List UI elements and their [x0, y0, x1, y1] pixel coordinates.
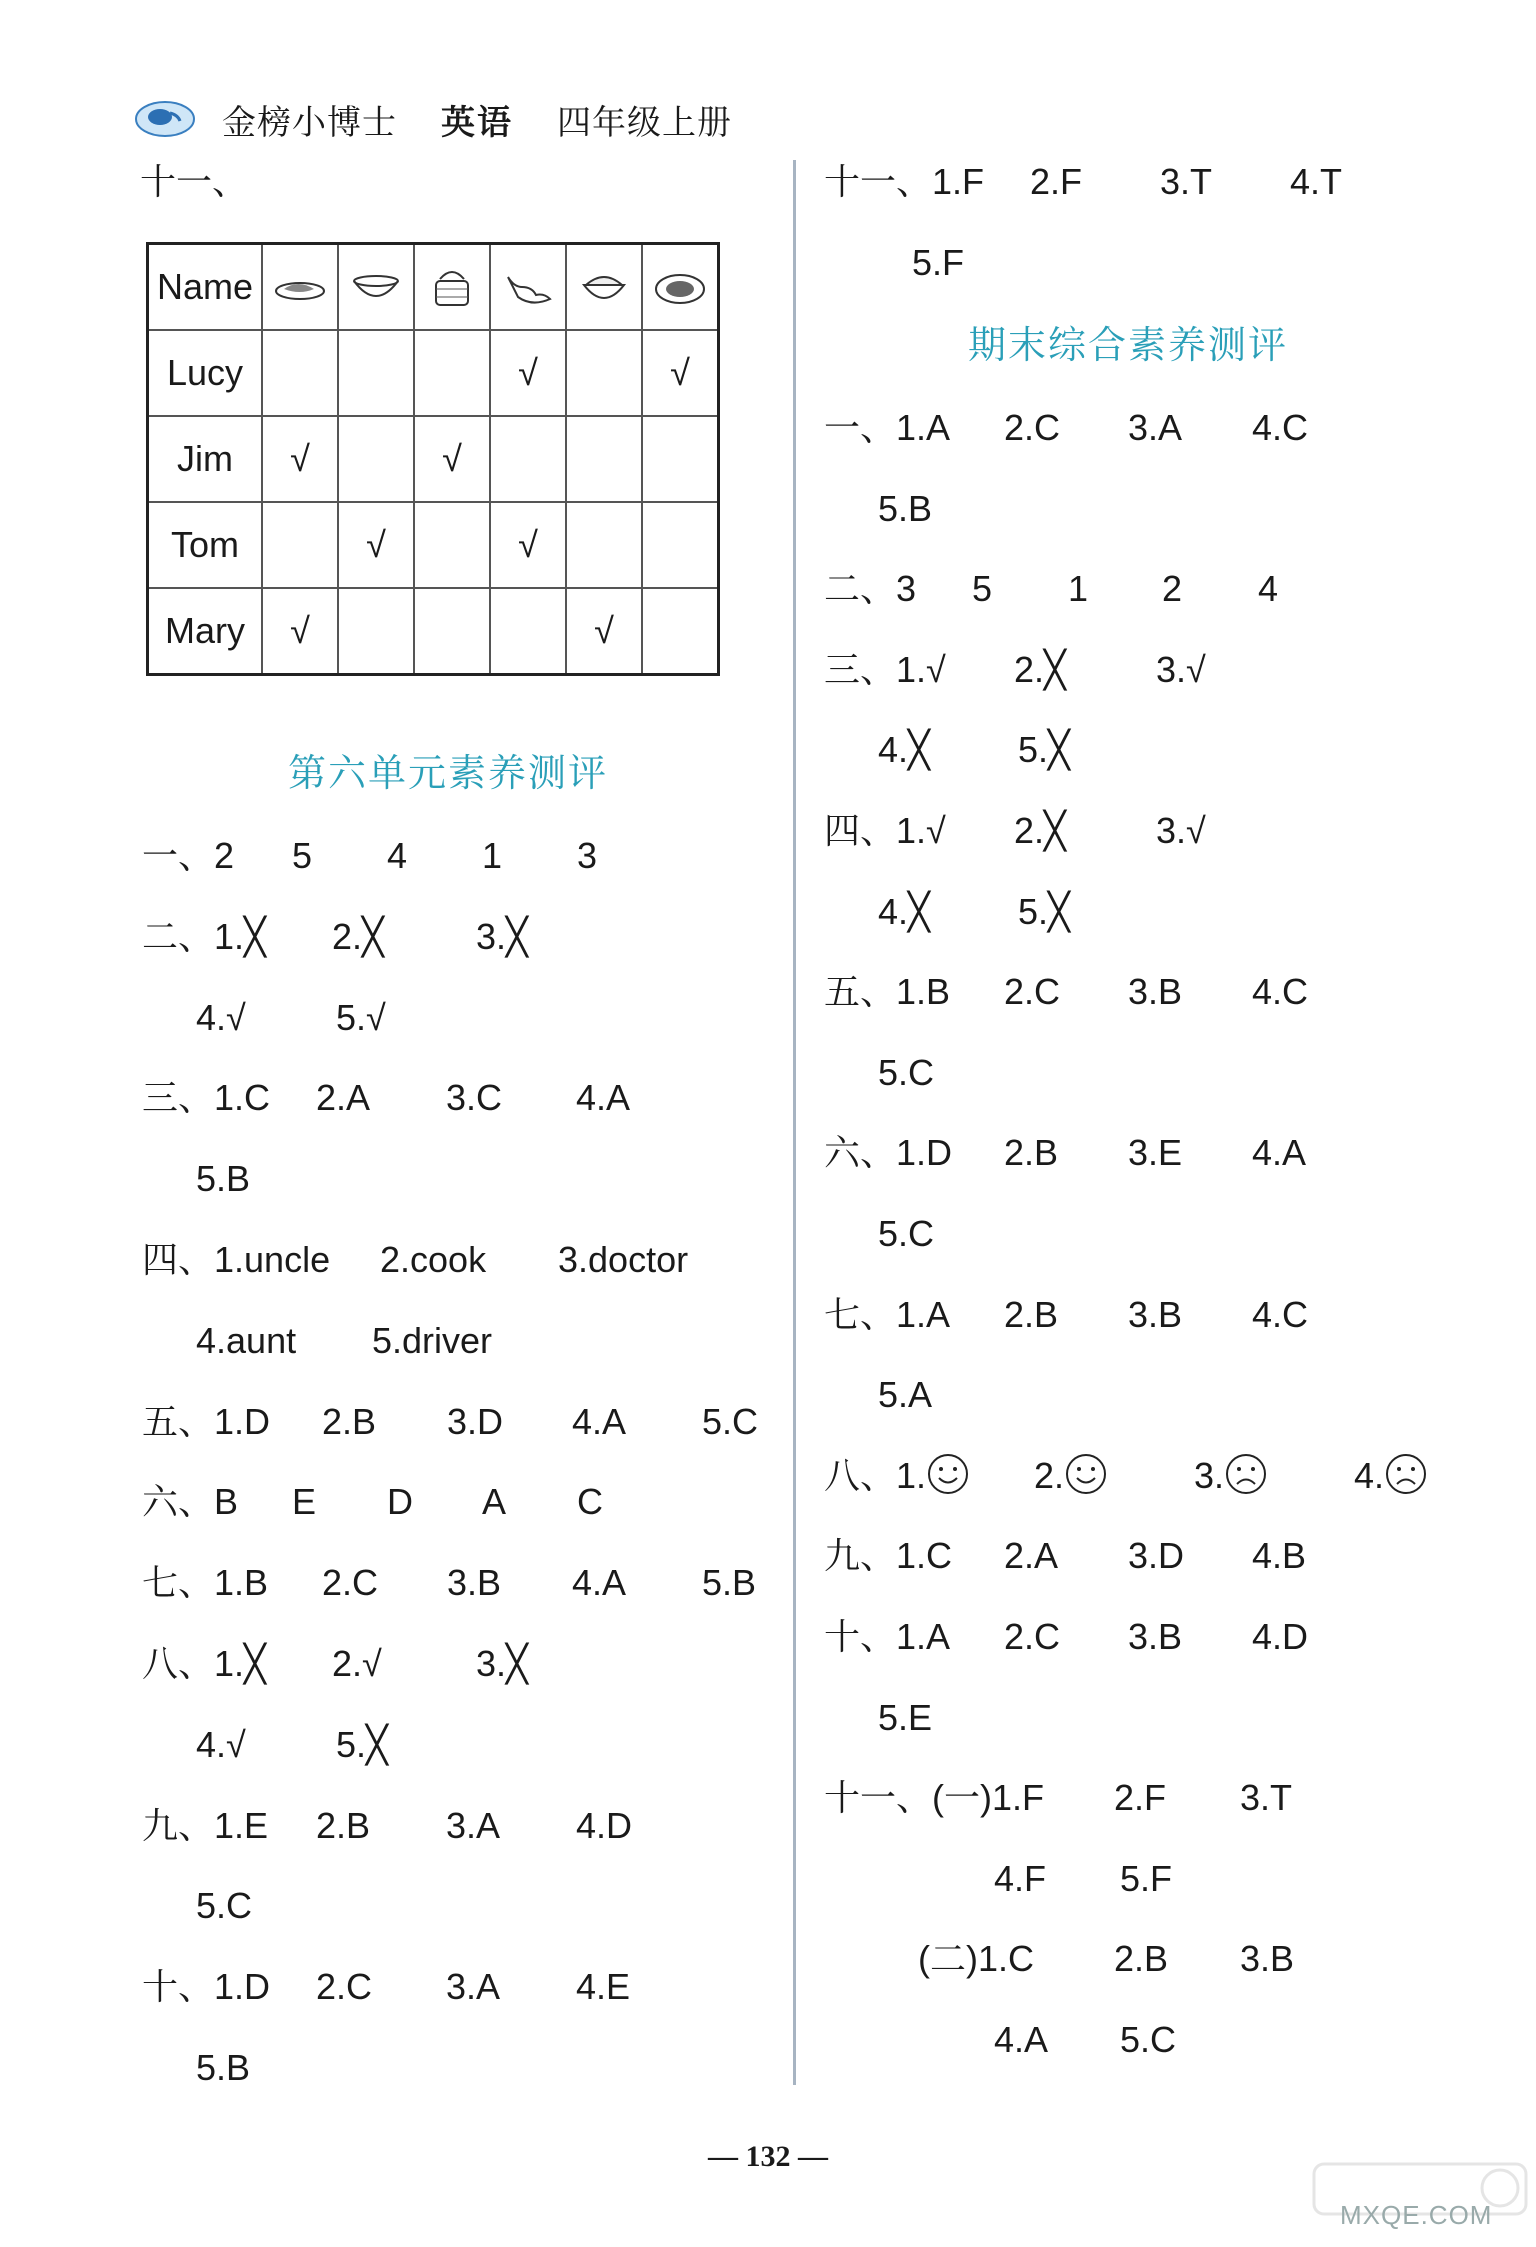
student-name: Jim	[148, 416, 263, 502]
answer-item: 3.T	[1160, 161, 1213, 202]
grade-name: 四年级上册	[557, 103, 732, 142]
check-cell: √	[414, 416, 490, 502]
answer-item: 2.B	[322, 1400, 377, 1442]
chicken-icon	[490, 244, 566, 331]
rice-bowl-icon	[566, 244, 642, 331]
answer-item: 5.B	[702, 1562, 757, 1604]
page-number: — 132 —	[708, 2140, 828, 2173]
check-cell	[642, 502, 719, 588]
check-cell	[414, 502, 490, 588]
fish-dish-icon	[262, 244, 338, 331]
answer-item: 3.╳	[476, 1643, 528, 1684]
smile-face-icon	[926, 1452, 970, 1496]
answer-item: 4	[1258, 568, 1279, 610]
answer-item: 5.╳	[336, 1723, 388, 1765]
answer-item: 3.T	[1240, 1777, 1293, 1819]
answer-item: 3.B	[1128, 971, 1183, 1013]
check-cell: √	[566, 588, 642, 675]
answer-item: 2.A	[316, 1077, 371, 1119]
check-cell: √	[490, 502, 566, 588]
answer-item: 一、1.A	[824, 407, 951, 448]
answer-item: 5	[292, 835, 313, 876]
answer-item: 八、1.╳	[142, 1643, 266, 1684]
check-cell	[642, 416, 719, 502]
answer-item: 4.╳	[878, 890, 930, 932]
answer-item: 十、1.D	[142, 1966, 271, 2008]
answer-item: 5.C	[1120, 2019, 1177, 2060]
answer-item: 十一、(一)1.F	[824, 1777, 1044, 1819]
subject-name: 英语	[441, 103, 513, 142]
answer-item: 5.B	[878, 487, 933, 529]
watermark-text: MXQE.COM	[1340, 2200, 1493, 2230]
check-cell	[338, 330, 414, 416]
answer-item: 1	[1068, 568, 1089, 610]
answer-item: 2.╳	[1014, 810, 1066, 851]
table-heading: 十一、	[140, 161, 249, 202]
check-cell: √	[262, 416, 338, 502]
check-cell: √	[338, 502, 414, 588]
answer-item: 4.√	[196, 996, 246, 1038]
publisher-logo-icon	[134, 99, 196, 139]
answer-item: 2.C	[1004, 971, 1061, 1013]
answer-item: 九、1.C	[824, 1535, 953, 1577]
answer-item: 3.B	[1128, 1293, 1183, 1335]
answer-item: E	[292, 1481, 317, 1523]
answer-item: 4.aunt	[196, 1319, 297, 1361]
check-cell	[338, 416, 414, 502]
answer-item: D	[387, 1481, 413, 1523]
basket-icon	[414, 244, 490, 331]
answer-item: 4.C	[1252, 407, 1309, 448]
answer-item: 3.C	[446, 1077, 503, 1119]
sad-face-icon	[1224, 1452, 1268, 1496]
answer-item: 5.C	[878, 1051, 935, 1093]
answer-item: 3.B	[1240, 1938, 1295, 1980]
sad-face-icon	[1384, 1452, 1428, 1496]
answer-item: A	[482, 1481, 507, 1523]
answer-item: 4.D	[1252, 1616, 1309, 1657]
answer-item: 1	[482, 835, 503, 876]
answer-item: 4.C	[1252, 1293, 1309, 1335]
student-name: Tom	[148, 502, 263, 588]
answer-item: 十一、1.F	[824, 161, 985, 202]
answer-item: 4.A	[572, 1400, 627, 1442]
answer-item: 5.E	[878, 1696, 933, 1738]
answer-item: 5.╳	[1018, 729, 1070, 771]
answer-item: 4.A	[572, 1562, 627, 1604]
answer-item: 2.	[1034, 1446, 1108, 1506]
smile-face-icon	[1064, 1452, 1108, 1496]
check-cell: √	[262, 588, 338, 675]
answer-item: 5.B	[196, 2047, 251, 2088]
answer-item: 5.C	[702, 1400, 759, 1442]
check-cell	[566, 416, 642, 502]
answer-item: 4.	[1354, 1446, 1428, 1506]
answer-item: 三、1.C	[142, 1077, 271, 1119]
answer-item: 3.√	[1156, 810, 1206, 851]
answer-item: 3.E	[1128, 1132, 1183, 1174]
answer-item: 4.A	[1252, 1132, 1307, 1174]
answer-item: 三、1.√	[824, 648, 946, 690]
answer-item: 2.C	[1004, 407, 1061, 448]
page-header	[134, 88, 732, 150]
answer-item: 5.F	[912, 241, 965, 283]
answer-item: 2.B	[1004, 1293, 1059, 1335]
answer-item: 4	[387, 835, 408, 876]
food-preference-table	[146, 242, 720, 676]
unit-six-title: 第六单元素养测评	[288, 753, 609, 795]
answer-item: 3.doctor	[558, 1239, 689, 1280]
answer-item: 2.cook	[380, 1239, 487, 1280]
answer-item: 2.B	[316, 1804, 371, 1846]
answer-item: 九、1.E	[142, 1804, 269, 1846]
answer-item: 2.C	[322, 1562, 379, 1604]
table-row	[148, 416, 719, 502]
answer-item: 3.B	[447, 1562, 502, 1604]
check-cell	[338, 588, 414, 675]
answer-item: 3.A	[446, 1804, 501, 1846]
answer-item: 2.F	[1114, 1777, 1167, 1819]
vegetable-plate-icon	[642, 244, 719, 331]
check-cell	[414, 588, 490, 675]
answer-item: 八、1.	[824, 1446, 970, 1506]
answer-item: 4.C	[1252, 971, 1309, 1013]
answer-item: 4.A	[576, 1077, 631, 1119]
brand-name: 金榜小博士	[222, 103, 397, 142]
answer-item: 3.B	[1128, 1616, 1183, 1657]
answer-item: 七、1.A	[824, 1293, 951, 1335]
name-header-cell: Name	[148, 244, 263, 331]
answer-item: 3.D	[447, 1400, 504, 1442]
check-cell	[262, 330, 338, 416]
answer-item: 4.A	[994, 2019, 1049, 2060]
answer-item: 3.A	[446, 1966, 501, 2008]
table-row	[148, 502, 719, 588]
table-row	[148, 330, 719, 416]
answer-item: 5.F	[1120, 1857, 1173, 1899]
answer-item: C	[577, 1481, 603, 1523]
answer-item: 5	[972, 568, 993, 610]
answer-item: 2.B	[1114, 1938, 1169, 1980]
answer-item: 十、1.A	[824, 1616, 951, 1657]
answer-item: 4.E	[576, 1966, 631, 2008]
answer-item: 四、1.√	[824, 810, 946, 851]
check-cell	[490, 416, 566, 502]
table-header-row	[148, 244, 719, 331]
answer-item: 4.T	[1290, 161, 1343, 202]
answer-item: 3.D	[1128, 1535, 1185, 1577]
answer-item: 4.╳	[878, 729, 930, 771]
answer-item: 3.	[1194, 1446, 1268, 1506]
answer-item: 2.√	[332, 1643, 382, 1684]
answer-item: 5.B	[196, 1158, 251, 1200]
table-row	[148, 588, 719, 675]
column-divider	[793, 160, 796, 2085]
check-cell	[414, 330, 490, 416]
answer-item: 4.B	[1252, 1535, 1307, 1577]
answer-item: 3.√	[1156, 648, 1206, 690]
student-name: Mary	[148, 588, 263, 675]
answer-item: 4.√	[196, 1723, 246, 1765]
check-cell: √	[642, 330, 719, 416]
check-cell	[566, 330, 642, 416]
answer-item: 六、1.D	[824, 1132, 953, 1174]
answer-item: (二)1.C	[918, 1938, 1034, 1980]
answer-item: 2.C	[316, 1966, 373, 2008]
answer-item: 3	[577, 835, 598, 876]
answer-item: 2	[1162, 568, 1183, 610]
check-cell	[262, 502, 338, 588]
answer-item: 五、1.D	[142, 1400, 271, 1442]
answer-item: 2.B	[1004, 1132, 1059, 1174]
answer-item: 5.driver	[372, 1319, 493, 1361]
answer-item: 2.F	[1030, 161, 1083, 202]
answer-item: 2.C	[1004, 1616, 1061, 1657]
check-cell	[642, 588, 719, 675]
answer-item: 四、1.uncle	[142, 1239, 331, 1280]
final-exam-title: 期末综合素养测评	[968, 325, 1289, 367]
check-cell	[490, 588, 566, 675]
answer-item: 5.╳	[1018, 890, 1070, 932]
check-cell: √	[490, 330, 566, 416]
answer-item: 3.╳	[476, 915, 528, 957]
answer-item: 4.F	[994, 1857, 1047, 1899]
soup-bowl-icon	[338, 244, 414, 331]
answer-item: 5.C	[878, 1213, 935, 1254]
answer-item: 五、1.B	[824, 971, 951, 1013]
answer-item: 七、1.B	[142, 1562, 269, 1604]
answer-item: 5.C	[196, 1885, 253, 1927]
check-cell	[566, 502, 642, 588]
answer-item: 5.√	[336, 996, 386, 1038]
answer-item: 2.╳	[1014, 648, 1066, 690]
student-name: Lucy	[148, 330, 263, 416]
answer-item: 2.╳	[332, 915, 384, 957]
answer-item: 4.D	[576, 1804, 633, 1846]
answer-item: 六、B	[142, 1481, 239, 1523]
answer-item: 3.A	[1128, 407, 1183, 448]
answer-item: 2.A	[1004, 1535, 1059, 1577]
answer-item: 5.A	[878, 1374, 933, 1416]
answer-item: 一、2	[142, 835, 235, 876]
answer-item: 二、1.╳	[142, 915, 266, 957]
answer-item: 二、3	[824, 568, 917, 610]
